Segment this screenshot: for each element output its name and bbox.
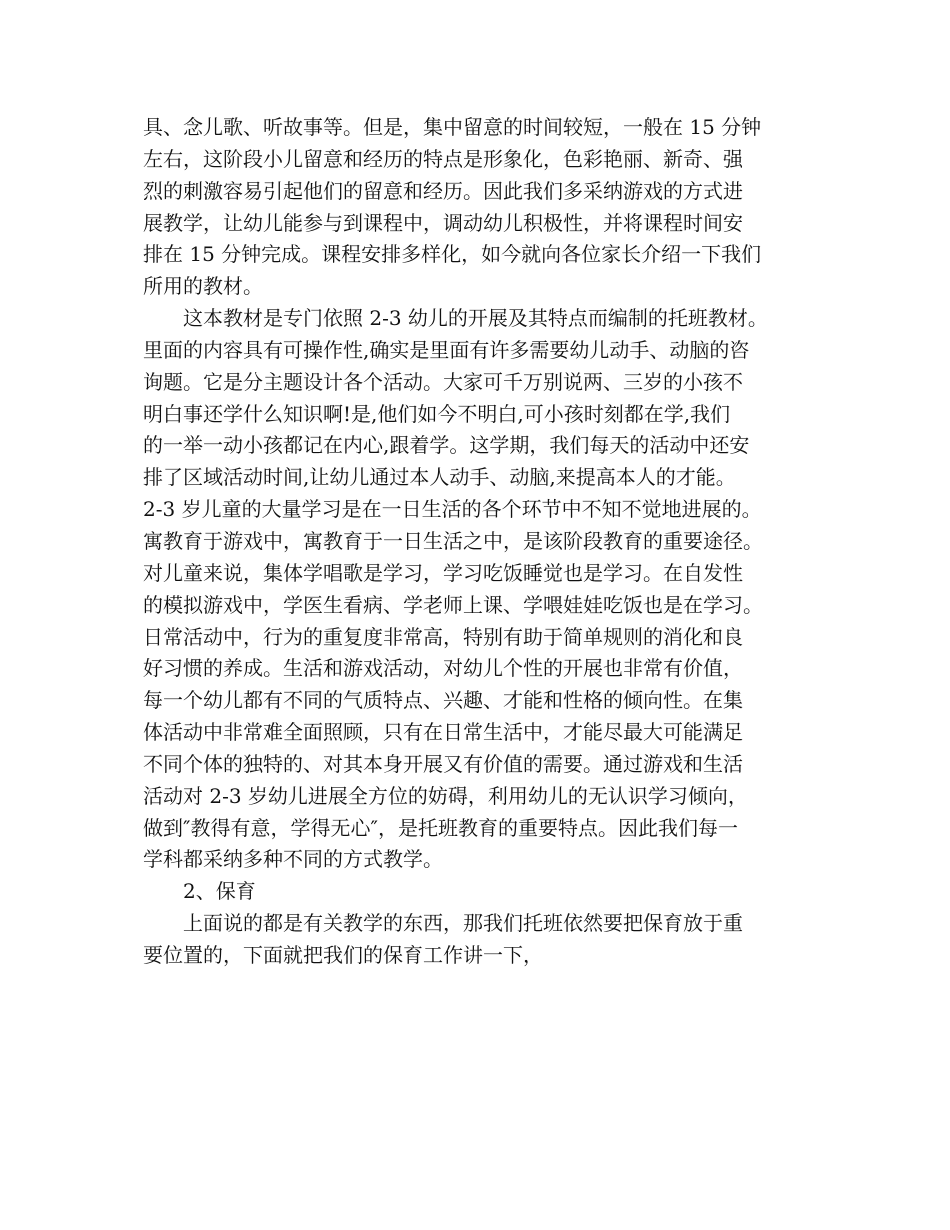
text-line: 日常活动中，行为的重复度非常高，特别有助于简单规则的消化和良 <box>143 624 743 649</box>
text-line: 好习惯的养成。生活和游戏活动，对幼儿个性的开展也非常有价值， <box>143 656 743 681</box>
text-line: 具、念儿歌、听故事等。但是，集中留意的时间较短，一般在 15 分钟 <box>143 115 762 139</box>
text-line: 活动对 2-3 岁幼儿进展全方位的妨碍，利用幼儿的无认识学习倾向， <box>143 783 748 808</box>
text-line: 上面说的都是有关教学的东西，那我们托班依然要把保育放于重 <box>183 911 743 936</box>
text-line: 要位置的，下面就把我们的保育工作讲一下， <box>143 942 543 967</box>
text-line: 体活动中非常难全面照顾，只有在日常生活中，才能尽最大可能满足 <box>143 720 743 745</box>
text-line: 2-3 岁儿童的大量学习是在一日生活的各个环节中不知不觉地进展的。 <box>143 497 762 522</box>
text-line: 里面的内容具有可操作性,确实是里面有许多需要幼儿动手、动脑的咨 <box>143 337 750 362</box>
text-line: 这本教材是专门依照 2-3 幼儿的开展及其特点而编制的托班教材。 <box>183 306 768 331</box>
text-line: 做到″教得有意，学得无心″，是托班教育的重要特点。因此我们每一 <box>143 815 738 840</box>
text-line: 每一个幼儿都有不同的气质特点、兴趣、才能和性格的倾向性。在集 <box>143 688 743 713</box>
text-line: 询题。它是分主题设计各个活动。大家可千万别说两、三岁的小孩不 <box>143 369 743 394</box>
text-line: 2、保育 <box>183 879 256 904</box>
text-line: 排在 15 分钟完成。课程安排多样化，如今就向各位家长介绍一下我们 <box>143 242 762 267</box>
text-line: 展教学，让幼儿能参与到课程中，调动幼儿积极性，并将课程时间安 <box>143 210 743 235</box>
text-line: 烈的刺激容易引起他们的留意和经历。因此我们多采纳游戏的方式进 <box>143 178 743 203</box>
text-line: 所用的教材。 <box>143 274 263 299</box>
text-line: 明白事还学什么知识啊!是,他们如今不明白,可小孩时刻都在学,我们 <box>143 401 731 426</box>
text-line: 寓教育于游戏中，寓教育于一日生活之中，是该阶段教育的重要途径。 <box>143 528 763 553</box>
text-line: 对儿童来说，集体学唱歌是学习，学习吃饭睡觉也是学习。在自发性 <box>143 560 743 585</box>
text-line: 不同个体的独特的、对其本身开展又有价值的需要。通过游戏和生活 <box>143 751 743 776</box>
text-line: 的一举一动小孩都记在内心,跟着学。这学期，我们每天的活动中还安 <box>143 433 750 458</box>
text-line: 的模拟游戏中，学医生看病、学老师上课、学喂娃娃吃饭也是在学习。 <box>143 592 763 617</box>
text-line: 排了区域活动时间,让幼儿通过本人动手、动脑,来提高本人的才能。 <box>143 465 736 490</box>
text-line: 左右，这阶段小儿留意和经历的特点是形象化，色彩艳丽、新奇、强 <box>143 146 743 171</box>
text-line: 学科都采纳多种不同的方式教学。 <box>143 847 443 872</box>
document-body <box>143 112 833 972</box>
